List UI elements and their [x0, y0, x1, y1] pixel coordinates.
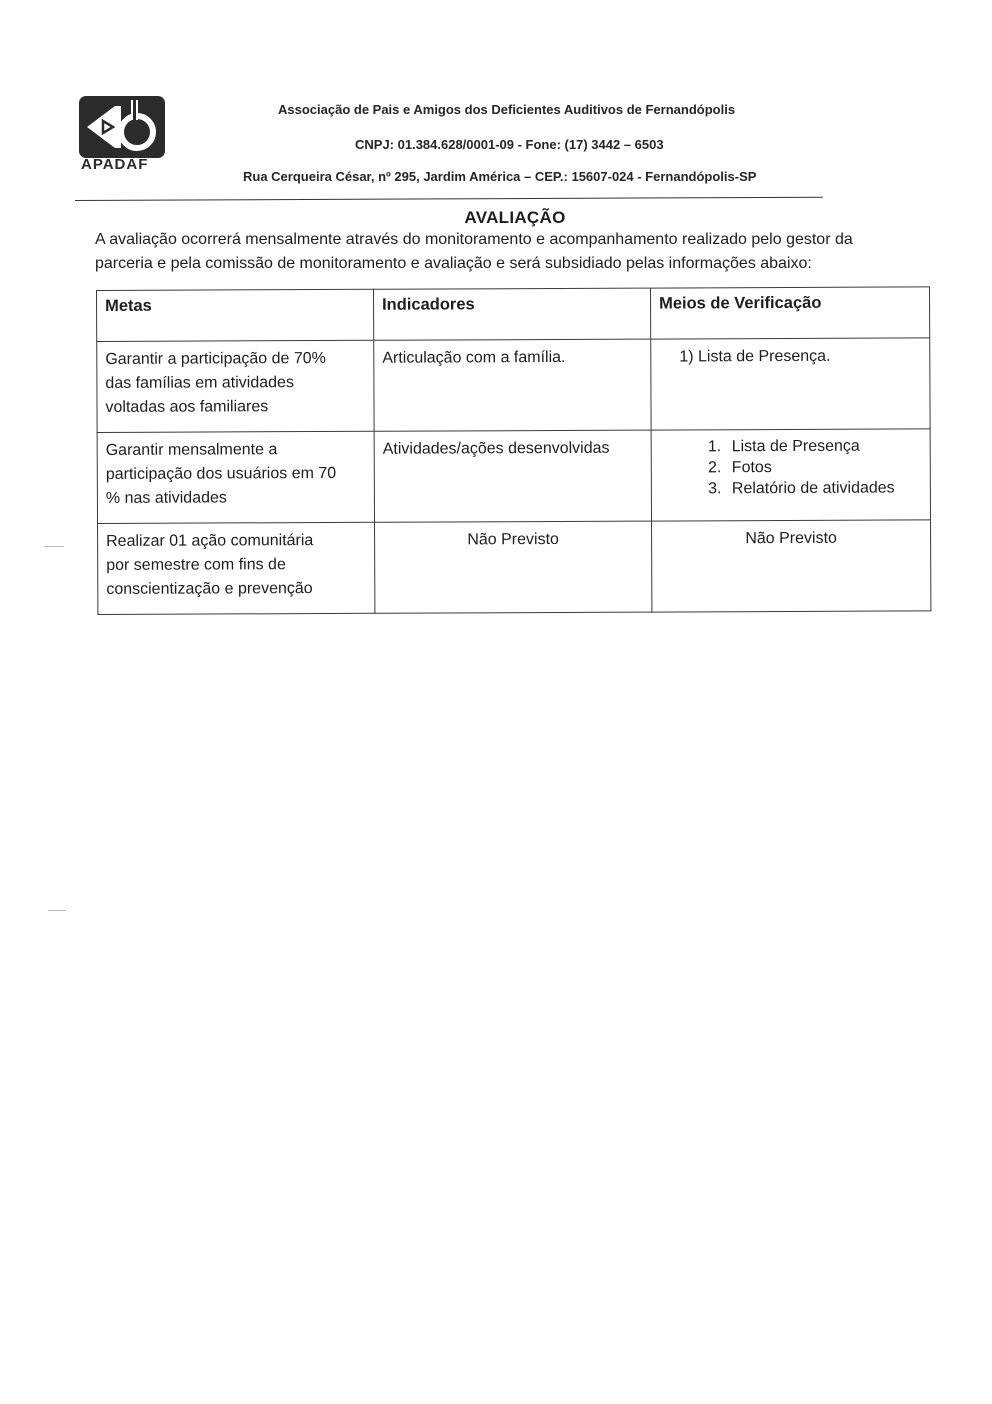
indicador-cell: Articulação com a família.: [374, 339, 651, 431]
org-name: Associação de Pais e Amigos dos Deficientes Auditivos de Fernandópolis: [278, 102, 736, 117]
header-indicadores: Indicadores: [373, 288, 650, 340]
meta-line: das famílias em atividades: [105, 374, 294, 392]
meta-line: por semestre com fins de: [106, 556, 286, 574]
meta-cell: [98, 522, 375, 614]
meios-cell: [651, 338, 930, 430]
header-metas: Metas: [97, 289, 374, 341]
logo-text: APADAF: [81, 156, 149, 173]
meios-cell: [651, 429, 930, 521]
intro-line-1: A avaliação ocorrerá mensalmente através do monitoramento e acompanhamento realizado pelo gestor da: [95, 231, 853, 248]
meta-line: voltadas aos familiares: [105, 398, 269, 416]
header-divider: [75, 197, 823, 201]
meta-cell: [97, 431, 374, 523]
table-row: [97, 429, 930, 524]
meta-line: Garantir mensalmente a: [105, 441, 278, 459]
scan-mark: [44, 546, 64, 547]
org-cnpj-phone: CNPJ: 01.384.628/0001-09 - Fone: (17) 3442 – 6503: [355, 137, 664, 152]
meta-line: Realizar 01 ação comunitária: [106, 532, 314, 550]
header-meios: Meios de Verificação: [650, 287, 929, 339]
scan-mark: [48, 910, 66, 911]
table-row: [97, 338, 930, 433]
org-address: Rua Cerqueira César, nº 295, Jardim América – CEP.: 15607-024 - Fernandópolis-SP: [243, 169, 757, 184]
evaluation-table: [96, 286, 931, 615]
section-title: AVALIAÇÃO: [464, 208, 566, 227]
meta-line: participação dos usuários em 70: [105, 464, 337, 483]
meio-item: 1) Lista de Presença.: [679, 347, 831, 366]
meios-list: [660, 435, 922, 499]
indicador-cell: Não Previsto: [375, 521, 652, 613]
table-header-row: [97, 287, 930, 342]
meta-line: Garantir a participação de 70%: [105, 349, 326, 368]
table-row: [98, 520, 931, 615]
apadaf-logo: [77, 94, 169, 174]
intro-line-2: parceria e pela comissão de monitoramento e avaliação e será subsidiado pelas informações abaixo:: [95, 255, 812, 272]
meio-item: 2. Fotos: [726, 456, 922, 478]
meta-line: % nas atividades: [105, 489, 227, 507]
meta-line: conscientização e prevenção: [106, 580, 313, 598]
meios-cell: Não Previsto: [652, 520, 931, 612]
meio-item: 1. Lista de Presença: [726, 435, 922, 457]
meta-cell: [97, 340, 374, 432]
meio-item: 3. Relatório de atividades: [726, 477, 922, 499]
indicador-cell: Atividades/ações desenvolvidas: [374, 430, 651, 522]
